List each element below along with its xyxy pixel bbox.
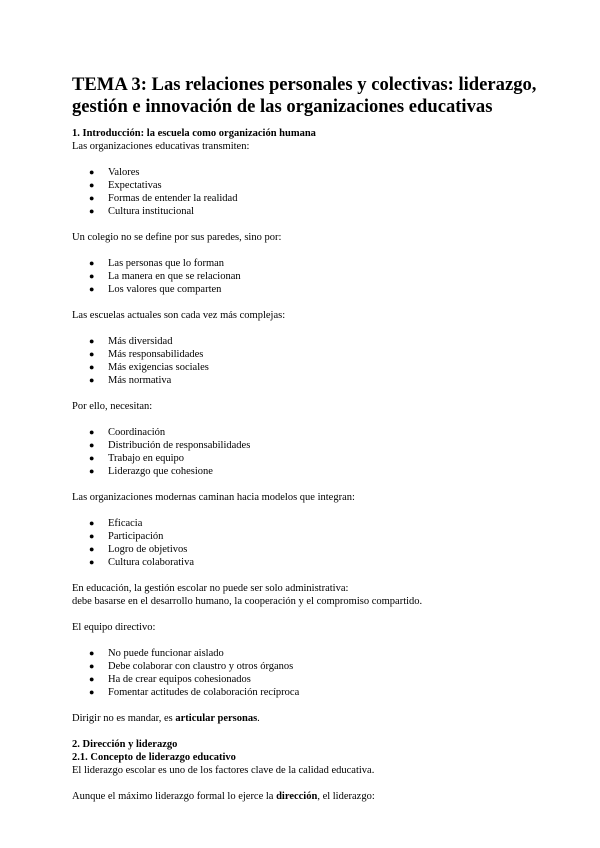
bullet-icon: ● [89, 544, 95, 554]
list-item: ● Expectativas [89, 180, 162, 191]
list-item: ● Ha de crear equipos cohesionados [89, 674, 251, 685]
list-item: ● Distribución de responsabilidades [89, 440, 251, 451]
list-item: ● Liderazgo que cohesione [89, 466, 213, 477]
bullet-icon: ● [89, 167, 95, 177]
list-item: ● Eficacia [89, 518, 143, 529]
bullet-icon: ● [89, 453, 95, 463]
paragraph-complejas: Las escuelas actuales son cada vez más complejas: [72, 310, 286, 321]
bullet-icon: ● [89, 271, 95, 281]
list-item: ● Logro de objetivos [89, 544, 188, 555]
list-complejas [72, 335, 542, 387]
bullet-icon: ● [89, 336, 95, 346]
bullet-icon: ● [89, 674, 95, 684]
bullet-icon: ● [89, 518, 95, 528]
bullet-icon: ● [89, 687, 95, 697]
bullet-icon: ● [89, 648, 95, 658]
list-modelos [72, 517, 542, 569]
subsection-heading-concepto: 2.1. Concepto de liderazgo educativo [72, 752, 236, 763]
list-item: ● Fomentar actitudes de colaboración recíproca [89, 687, 300, 698]
list-item: ● Valores [89, 167, 140, 178]
paragraph-necesitan: Por ello, necesitan: [72, 401, 153, 412]
paragraph-liderazgo: El liderazgo escolar es uno de los factores clave de la calidad educativa. [72, 765, 375, 776]
paragraph-gestion-1: En educación, la gestión escolar no puede ser solo administrativa: [72, 583, 349, 594]
list-necesitan [72, 426, 542, 478]
bullet-icon: ● [89, 193, 95, 203]
list-transmiten [72, 166, 542, 218]
list-item: ● No puede funcionar aislado [89, 648, 224, 659]
bullet-icon: ● [89, 531, 95, 541]
bullet-icon: ● [89, 362, 95, 372]
bullet-icon: ● [89, 557, 95, 567]
paragraph-gestion-2: debe basarse en el desarrollo humano, la cooperación y el compromiso compartido. [72, 596, 423, 607]
page-title: TEMA 3: Las relaciones personales y colectivas: liderazgo, gestión e innovación de las organizaciones educativas [72, 74, 537, 117]
list-item: ● Cultura colaborativa [89, 557, 195, 568]
bullet-icon: ● [89, 258, 95, 268]
bullet-icon: ● [89, 284, 95, 294]
list-colegio [72, 257, 542, 296]
paragraph-aunque: Aunque el máximo liderazgo formal lo ejerce la dirección, el liderazgo: [72, 791, 375, 802]
list-item: ● Trabajo en equipo [89, 453, 185, 464]
bullet-icon: ● [89, 427, 95, 437]
list-item: ● Más normativa [89, 375, 172, 386]
paragraph-transmiten: Las organizaciones educativas transmiten: [72, 141, 250, 152]
list-item: ● Más exigencias sociales [89, 362, 209, 373]
list-equipo [72, 647, 542, 699]
bullet-icon: ● [89, 206, 95, 216]
list-item: ● Cultura institucional [89, 206, 195, 217]
list-item: ● Más responsabilidades [89, 349, 204, 360]
paragraph-dirigir: Dirigir no es mandar, es articular personas. [72, 713, 260, 724]
list-item: ● Las personas que lo forman [89, 258, 225, 269]
list-item: ● Más diversidad [89, 336, 173, 347]
bullet-icon: ● [89, 349, 95, 359]
paragraph-equipo: El equipo directivo: [72, 622, 156, 633]
section-heading-direccion: 2. Dirección y liderazgo [72, 739, 178, 750]
list-item: ● Formas de entender la realidad [89, 193, 238, 204]
bullet-icon: ● [89, 440, 95, 450]
list-item: ● La manera en que se relacionan [89, 271, 241, 282]
document-content [72, 74, 542, 803]
bullet-icon: ● [89, 375, 95, 385]
list-item: ● Los valores que comparten [89, 284, 222, 295]
list-item: ● Debe colaborar con claustro y otros órganos [89, 661, 294, 672]
paragraph-colegio: Un colegio no se define por sus paredes, sino por: [72, 232, 282, 243]
section-heading-introduccion: 1. Introducción: la escuela como organización humana [72, 128, 316, 139]
list-item: ● Coordinación [89, 427, 166, 438]
bullet-icon: ● [89, 466, 95, 476]
list-item: ● Participación [89, 531, 164, 542]
bullet-icon: ● [89, 661, 95, 671]
bullet-icon: ● [89, 180, 95, 190]
paragraph-modelos: Las organizaciones modernas caminan hacia modelos que integran: [72, 492, 355, 503]
